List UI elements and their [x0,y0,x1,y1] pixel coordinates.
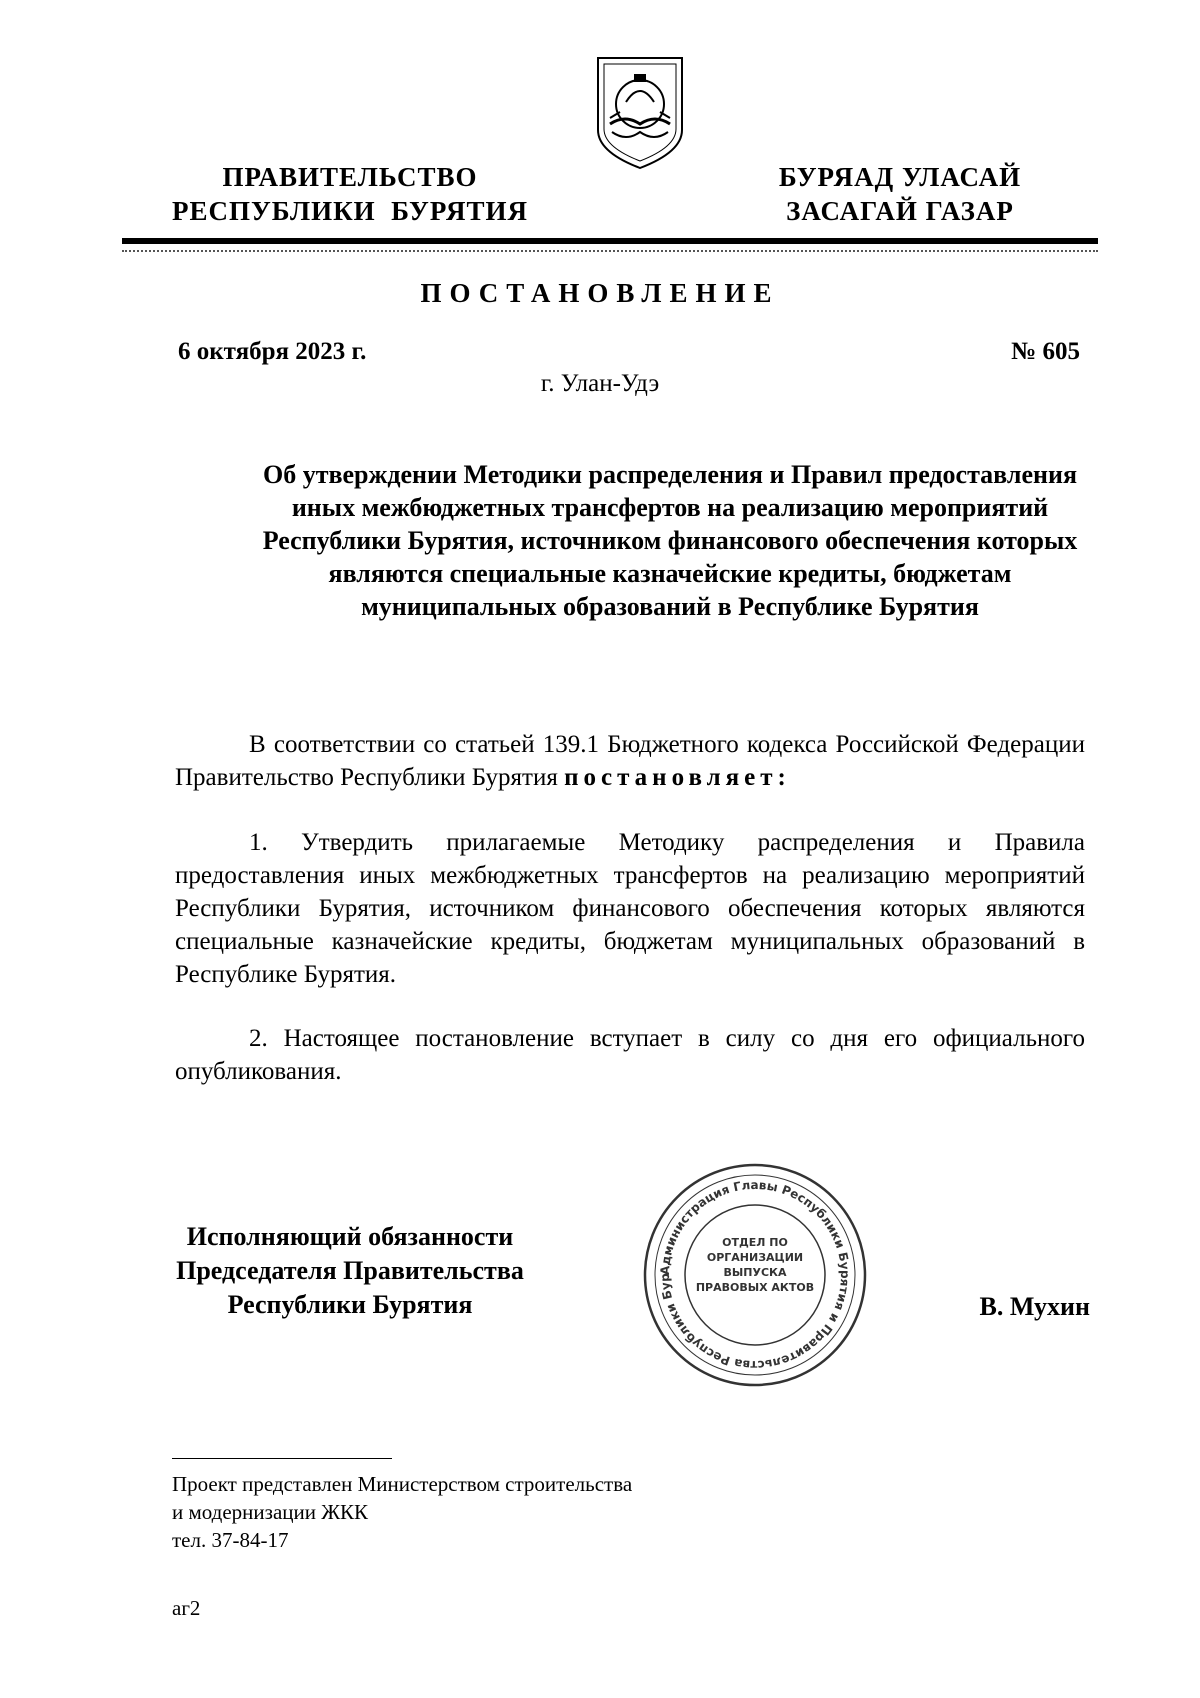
header-right [740,160,1060,228]
document-date: 6 октября 2023 г. [178,338,367,365]
signatory-position [140,1220,560,1322]
document-title: Об утверждении Методики распределения и Правил предоставления иных межбюджетных трансфертов на реализацию мероприятий Республики Бурятия, источником финансового обеспечения которых являются специальные казначейские кредиты, бюджетам муниципальных образований в Республике Бурятия [262,460,1078,621]
footer-note [172,1470,632,1554]
signatory-name: В. Мухин [979,1292,1090,1321]
position-line1: Исполняющий обязанности [186,1222,514,1251]
header-right-line2: ЗАСАГАЙ ГАЗАР [786,196,1014,226]
header-right-line1: БУРЯАД УЛАСАЙ [778,162,1022,192]
item-1-paragraph: 1. Утвердить прилагаемые Методику распределения и Правила предоставления иных межбюджетных трансфертов на реализацию мероприятий Республики Бурятия, источником финансового обеспечения которых являются специальные казначейские кредиты, бюджетам муниципальных образований в Республике Бурятия. [175,829,1085,988]
item-2-paragraph: 2. Настоящее постановление вступает в силу со дня его официального опубликования. [175,1025,1085,1085]
seal-outer-text: Администрация Главы Республики Бурятия и Правительства Республики Бур [657,1177,853,1373]
official-seal-icon [640,1160,870,1390]
document-city: г. Улан-Удэ [540,370,660,397]
coat-of-arms-icon [590,52,690,172]
document-type: ПОСТАНОВЛЕНИЕ [420,278,780,308]
footer-line3: тел. 37-84-17 [172,1528,289,1552]
footer-line2: и модернизации ЖКК [172,1500,369,1524]
header-divider-thin [122,250,1098,252]
intro-text: В соответствии со статьей 139.1 Бюджетного кодекса Российской Федерации Правительство Республики Бурятия [175,731,1085,791]
footer-code: аг2 [172,1596,201,1620]
header-left-line1: ПРАВИТЕЛЬСТВО [222,162,478,192]
position-line2: Председателя Правительства [176,1256,524,1285]
header-divider-thick [122,238,1098,244]
document-number: № 605 [1011,338,1080,365]
intro-paragraph [175,728,1085,794]
header-left [160,160,540,228]
footer-divider [172,1458,392,1459]
position-line3: Республики Бурятия [227,1290,473,1319]
decree-word: постановляет: [564,764,791,791]
header-left-line2: РЕСПУБЛИКИ БУРЯТИЯ [171,196,529,226]
seal-inner-text: ОТДЕЛ ПО ОРГАНИЗАЦИИ ВЫПУСКА ПРАВОВЫХ АКТОВ [695,1236,815,1294]
footer-line1: Проект представлен Министерством строительства [172,1472,633,1496]
